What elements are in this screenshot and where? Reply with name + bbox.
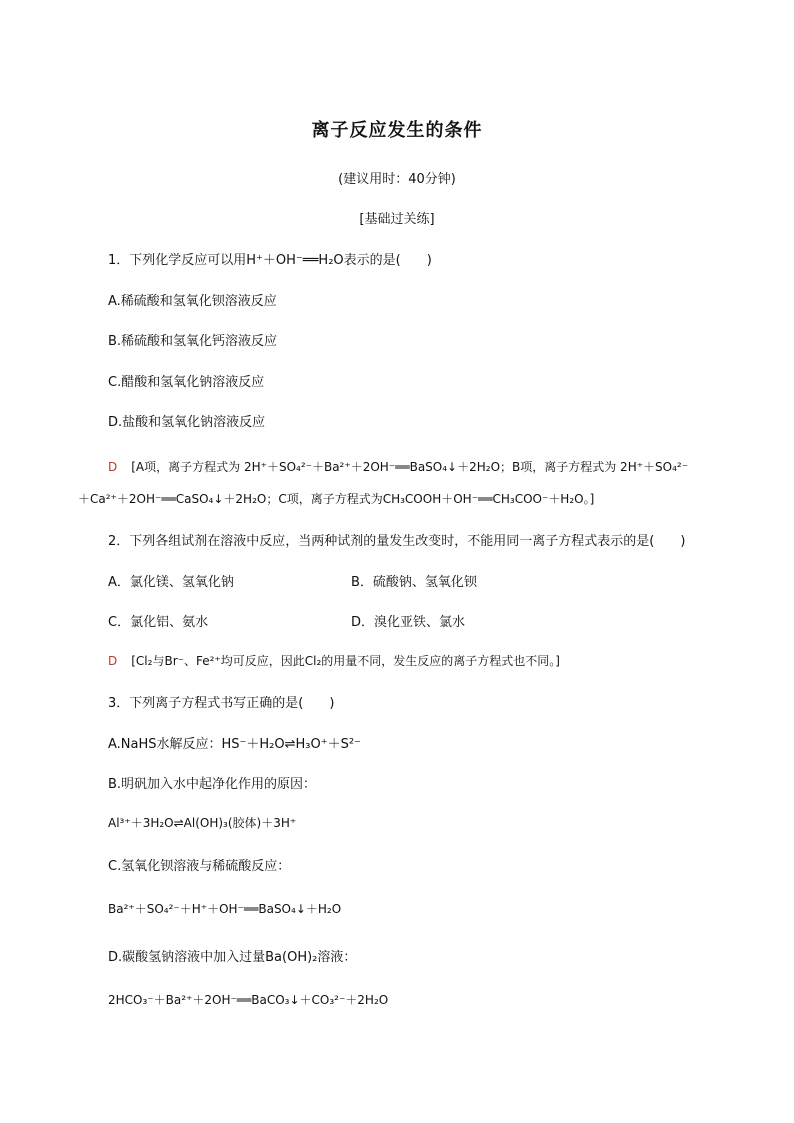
question-1-option-b: B.稀硫酸和氢氧化钙溶液反应 (108, 334, 278, 349)
question-3-option-b-equation: Al³⁺＋3H₂O⇌Al(OH)₃(胶体)＋3H⁺ (108, 816, 297, 830)
question-1-option-a: A.稀硫酸和氢氧化钡溶液反应 (108, 294, 277, 309)
question-3-option-c-equation: Ba²⁺＋SO₄²⁻＋H⁺＋OH⁻══BaSO₄↓＋H₂O (108, 902, 342, 916)
question-2-option-b: B．硫酸钠、氢氧化钡 (351, 575, 477, 590)
subtitle: (建议用时：40分钟) (338, 172, 456, 187)
question-2-explanation (108, 652, 560, 669)
question-1-explanation-text: [A项，离子方程式为 2H⁺＋SO₄²⁻＋Ba²⁺＋2OH⁻══BaSO₄↓＋2H₂O；B项，离子方程式为 2H⁺＋SO₄²⁻ (131, 460, 689, 474)
question-3-stem: 3．下列离子方程式书写正确的是( ) (108, 696, 335, 711)
question-3-option-d-equation: 2HCO₃⁻＋Ba²⁺＋2OH⁻══BaCO₃↓＋CO₃²⁻＋2H₂O (108, 993, 389, 1007)
question-2-option-a: A．氯化镁、氢氧化钠 (108, 575, 234, 590)
question-2-options-row-2 (108, 611, 466, 630)
question-1-stem: 1．下列化学反应可以用H⁺＋OH⁻══H₂O表示的是( ) (108, 253, 432, 268)
question-2-option-c: C．氯化铝、氨水 (108, 615, 209, 630)
question-2-explanation-text: [Cl₂与Br⁻、Fe²⁺均可反应，因此Cl₂的用量不同，发生反应的离子方程式也不同。] (131, 654, 560, 668)
question-3-option-c: C.氢氧化钡溶液与稀硫酸反应： (108, 859, 291, 874)
question-2-answer: D (108, 654, 118, 668)
question-1-option-c: C.醋酸和氢氧化钠溶液反应 (108, 375, 265, 390)
question-2-options-row-1 (108, 571, 477, 590)
question-3-option-a: A.NaHS水解反应：HS⁻＋H₂O⇌H₃O⁺＋S²⁻ (108, 737, 361, 752)
question-2-stem: 2．下列各组试剂在溶液中反应，当两种试剂的量发生改变时，不能用同一离子方程式表示的是( ) (108, 534, 686, 549)
question-3-option-b: B.明矾加入水中起净化作用的原因： (108, 777, 317, 792)
question-1-explanation-line-2: ＋Ca²⁺＋2OH⁻══CaSO₄↓＋2H₂O；C项，离子方程式为CH₃COOH＋OH⁻══CH₃COO⁻＋H₂O。] (78, 492, 595, 506)
question-2-option-d: D．溴化亚铁、氯水 (351, 615, 466, 630)
question-1-answer: D (108, 460, 118, 474)
question-1-explanation-line-1 (108, 458, 688, 475)
section-heading: [基础过关练] (359, 212, 435, 227)
question-3-option-d: D.碳酸氢钠溶液中加入过量Ba(OH)₂溶液： (108, 950, 357, 965)
page-title: 离子反应发生的条件 (311, 120, 483, 141)
question-1-option-d: D.盐酸和氢氧化钠溶液反应 (108, 415, 266, 430)
